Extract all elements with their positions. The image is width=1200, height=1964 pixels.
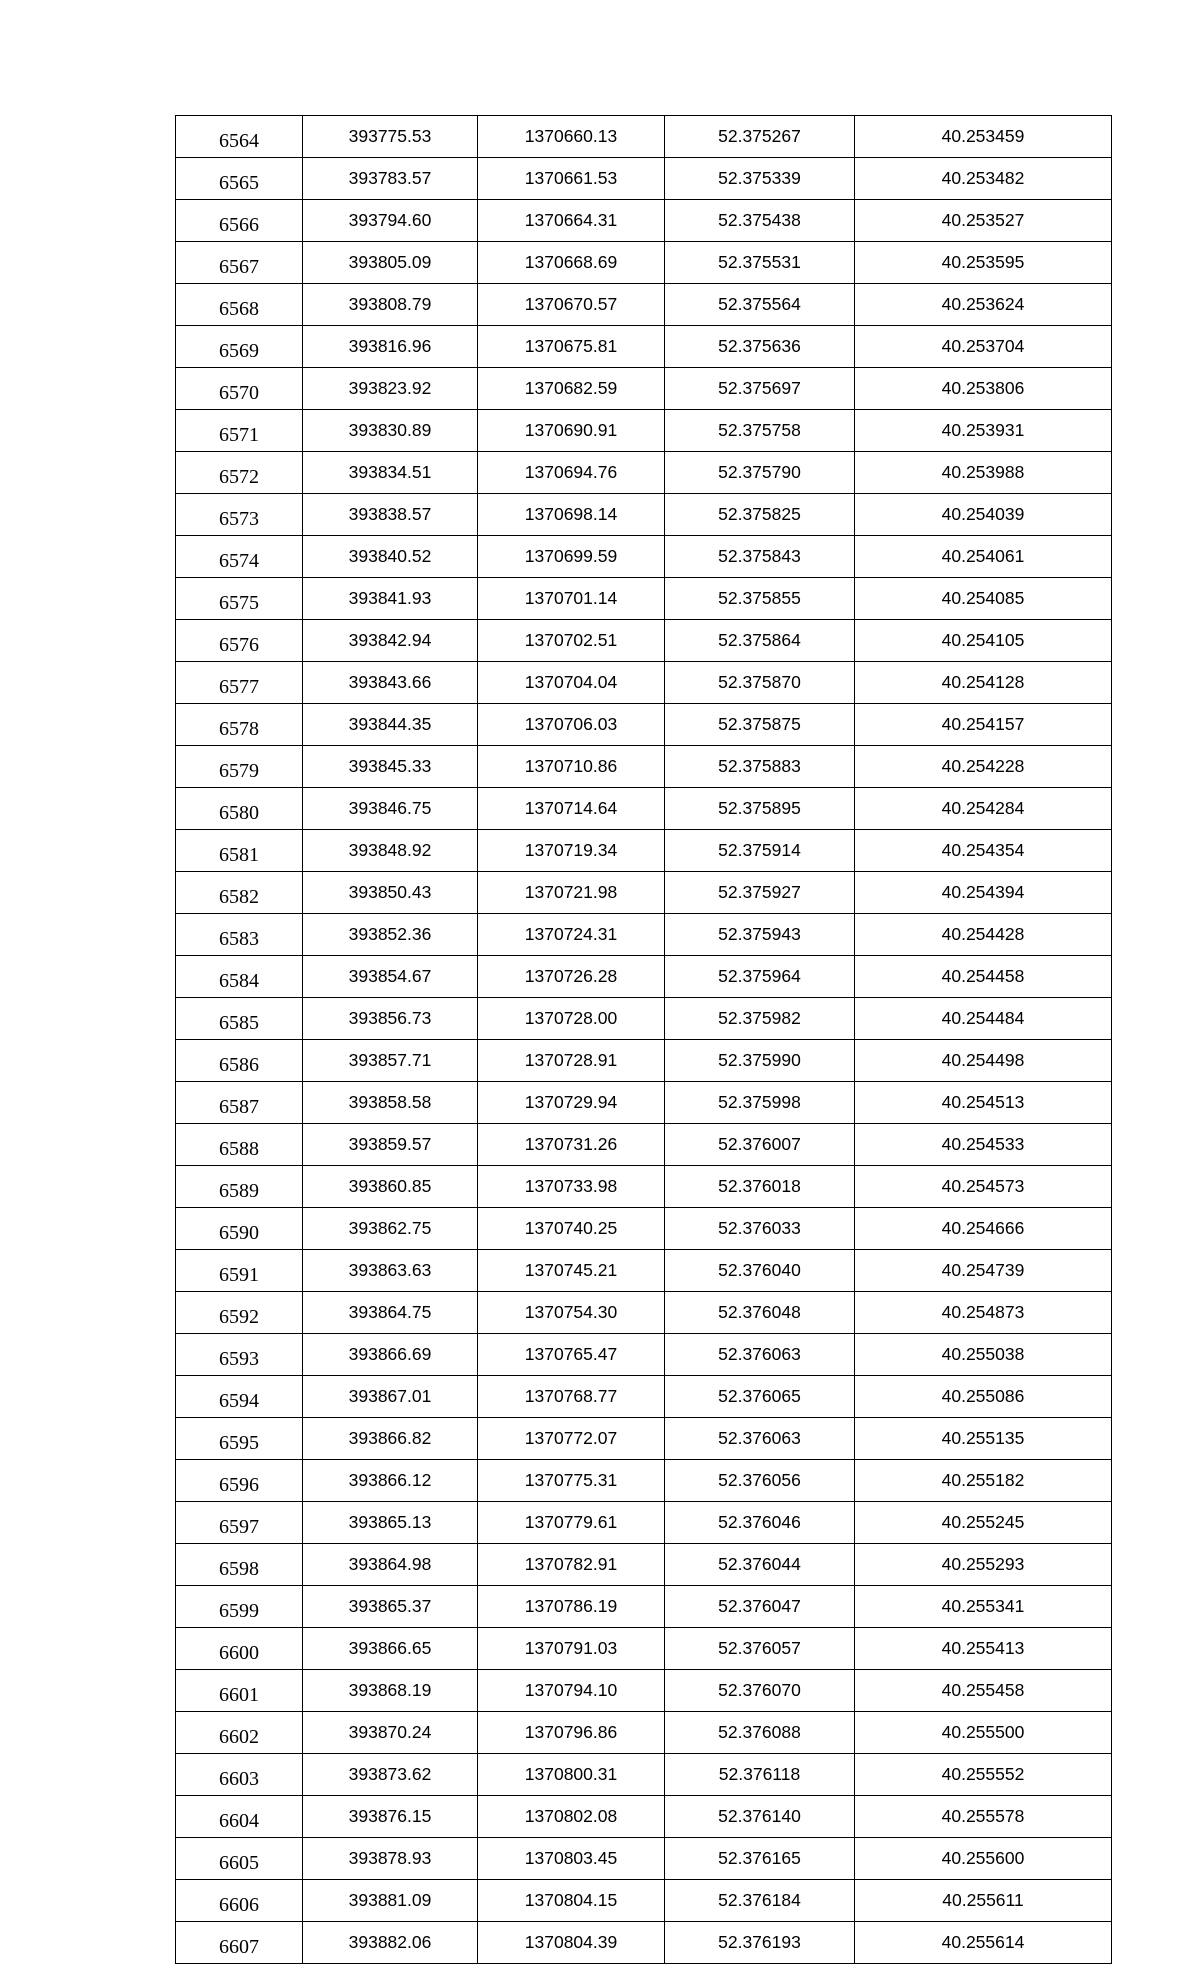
latitude-cell: 52.375998 bbox=[665, 1082, 855, 1124]
longitude-cell: 40.255614 bbox=[855, 1922, 1112, 1964]
longitude-cell: 40.253624 bbox=[855, 284, 1112, 326]
longitude-cell: 40.255038 bbox=[855, 1334, 1112, 1376]
y-coordinate-cell: 1370740.25 bbox=[478, 1208, 665, 1250]
y-coordinate-cell: 1370675.81 bbox=[478, 326, 665, 368]
longitude-cell: 40.253459 bbox=[855, 116, 1112, 158]
x-coordinate-cell: 393857.71 bbox=[303, 1040, 478, 1082]
x-coordinate-cell: 393823.92 bbox=[303, 368, 478, 410]
latitude-cell: 52.375927 bbox=[665, 872, 855, 914]
longitude-cell: 40.254128 bbox=[855, 662, 1112, 704]
table-row bbox=[176, 158, 1112, 200]
longitude-cell: 40.253988 bbox=[855, 452, 1112, 494]
point-number-cell: 6602 bbox=[176, 1712, 303, 1754]
point-number-cell: 6573 bbox=[176, 494, 303, 536]
x-coordinate-cell: 393862.75 bbox=[303, 1208, 478, 1250]
latitude-cell: 52.375843 bbox=[665, 536, 855, 578]
y-coordinate-cell: 1370772.07 bbox=[478, 1418, 665, 1460]
point-number-cell: 6579 bbox=[176, 746, 303, 788]
latitude-cell: 52.376048 bbox=[665, 1292, 855, 1334]
table-row bbox=[176, 746, 1112, 788]
y-coordinate-cell: 1370699.59 bbox=[478, 536, 665, 578]
table-row bbox=[176, 1418, 1112, 1460]
x-coordinate-cell: 393830.89 bbox=[303, 410, 478, 452]
table-row bbox=[176, 1586, 1112, 1628]
latitude-cell: 52.376184 bbox=[665, 1880, 855, 1922]
table-row bbox=[176, 914, 1112, 956]
latitude-cell: 52.376065 bbox=[665, 1376, 855, 1418]
latitude-cell: 52.376063 bbox=[665, 1418, 855, 1460]
longitude-cell: 40.253527 bbox=[855, 200, 1112, 242]
table-row bbox=[176, 1712, 1112, 1754]
longitude-cell: 40.254533 bbox=[855, 1124, 1112, 1166]
point-number-cell: 6594 bbox=[176, 1376, 303, 1418]
longitude-cell: 40.253931 bbox=[855, 410, 1112, 452]
x-coordinate-cell: 393816.96 bbox=[303, 326, 478, 368]
latitude-cell: 52.375883 bbox=[665, 746, 855, 788]
longitude-cell: 40.255500 bbox=[855, 1712, 1112, 1754]
latitude-cell: 52.376056 bbox=[665, 1460, 855, 1502]
latitude-cell: 52.376007 bbox=[665, 1124, 855, 1166]
longitude-cell: 40.254157 bbox=[855, 704, 1112, 746]
x-coordinate-cell: 393878.93 bbox=[303, 1838, 478, 1880]
x-coordinate-cell: 393840.52 bbox=[303, 536, 478, 578]
point-number-cell: 6581 bbox=[176, 830, 303, 872]
latitude-cell: 52.375964 bbox=[665, 956, 855, 998]
x-coordinate-cell: 393859.57 bbox=[303, 1124, 478, 1166]
point-number-cell: 6589 bbox=[176, 1166, 303, 1208]
y-coordinate-cell: 1370668.69 bbox=[478, 242, 665, 284]
table-row bbox=[176, 872, 1112, 914]
point-number-cell: 6585 bbox=[176, 998, 303, 1040]
point-number-cell: 6566 bbox=[176, 200, 303, 242]
coordinates-table bbox=[175, 115, 1112, 1964]
table-row bbox=[176, 410, 1112, 452]
point-number-cell: 6593 bbox=[176, 1334, 303, 1376]
point-number-cell: 6595 bbox=[176, 1418, 303, 1460]
x-coordinate-cell: 393846.75 bbox=[303, 788, 478, 830]
longitude-cell: 40.254666 bbox=[855, 1208, 1112, 1250]
longitude-cell: 40.254354 bbox=[855, 830, 1112, 872]
longitude-cell: 40.255578 bbox=[855, 1796, 1112, 1838]
y-coordinate-cell: 1370728.91 bbox=[478, 1040, 665, 1082]
y-coordinate-cell: 1370728.00 bbox=[478, 998, 665, 1040]
y-coordinate-cell: 1370779.61 bbox=[478, 1502, 665, 1544]
table-row bbox=[176, 1670, 1112, 1712]
table-row bbox=[176, 284, 1112, 326]
longitude-cell: 40.255086 bbox=[855, 1376, 1112, 1418]
latitude-cell: 52.376118 bbox=[665, 1754, 855, 1796]
table-row bbox=[176, 662, 1112, 704]
table-row bbox=[176, 200, 1112, 242]
point-number-cell: 6604 bbox=[176, 1796, 303, 1838]
table-row bbox=[176, 1334, 1112, 1376]
y-coordinate-cell: 1370802.08 bbox=[478, 1796, 665, 1838]
latitude-cell: 52.376070 bbox=[665, 1670, 855, 1712]
latitude-cell: 52.375339 bbox=[665, 158, 855, 200]
table-row bbox=[176, 494, 1112, 536]
latitude-cell: 52.376040 bbox=[665, 1250, 855, 1292]
point-number-cell: 6598 bbox=[176, 1544, 303, 1586]
longitude-cell: 40.254873 bbox=[855, 1292, 1112, 1334]
table-row bbox=[176, 830, 1112, 872]
table-row bbox=[176, 704, 1112, 746]
y-coordinate-cell: 1370660.13 bbox=[478, 116, 665, 158]
y-coordinate-cell: 1370782.91 bbox=[478, 1544, 665, 1586]
y-coordinate-cell: 1370745.21 bbox=[478, 1250, 665, 1292]
x-coordinate-cell: 393864.75 bbox=[303, 1292, 478, 1334]
y-coordinate-cell: 1370729.94 bbox=[478, 1082, 665, 1124]
latitude-cell: 52.375758 bbox=[665, 410, 855, 452]
x-coordinate-cell: 393854.67 bbox=[303, 956, 478, 998]
latitude-cell: 52.375855 bbox=[665, 578, 855, 620]
point-number-cell: 6600 bbox=[176, 1628, 303, 1670]
y-coordinate-cell: 1370670.57 bbox=[478, 284, 665, 326]
y-coordinate-cell: 1370765.47 bbox=[478, 1334, 665, 1376]
latitude-cell: 52.375943 bbox=[665, 914, 855, 956]
latitude-cell: 52.375790 bbox=[665, 452, 855, 494]
y-coordinate-cell: 1370706.03 bbox=[478, 704, 665, 746]
longitude-cell: 40.254458 bbox=[855, 956, 1112, 998]
y-coordinate-cell: 1370768.77 bbox=[478, 1376, 665, 1418]
x-coordinate-cell: 393850.43 bbox=[303, 872, 478, 914]
longitude-cell: 40.255458 bbox=[855, 1670, 1112, 1712]
longitude-cell: 40.254228 bbox=[855, 746, 1112, 788]
table-row bbox=[176, 1754, 1112, 1796]
y-coordinate-cell: 1370724.31 bbox=[478, 914, 665, 956]
coordinates-table-body bbox=[176, 116, 1112, 1964]
point-number-cell: 6565 bbox=[176, 158, 303, 200]
table-row bbox=[176, 1838, 1112, 1880]
table-row bbox=[176, 1880, 1112, 1922]
latitude-cell: 52.376047 bbox=[665, 1586, 855, 1628]
x-coordinate-cell: 393860.85 bbox=[303, 1166, 478, 1208]
x-coordinate-cell: 393863.63 bbox=[303, 1250, 478, 1292]
x-coordinate-cell: 393838.57 bbox=[303, 494, 478, 536]
x-coordinate-cell: 393870.24 bbox=[303, 1712, 478, 1754]
point-number-cell: 6583 bbox=[176, 914, 303, 956]
y-coordinate-cell: 1370701.14 bbox=[478, 578, 665, 620]
x-coordinate-cell: 393873.62 bbox=[303, 1754, 478, 1796]
x-coordinate-cell: 393866.65 bbox=[303, 1628, 478, 1670]
table-row bbox=[176, 1292, 1112, 1334]
point-number-cell: 6603 bbox=[176, 1754, 303, 1796]
table-row bbox=[176, 1250, 1112, 1292]
x-coordinate-cell: 393866.12 bbox=[303, 1460, 478, 1502]
longitude-cell: 40.254739 bbox=[855, 1250, 1112, 1292]
point-number-cell: 6599 bbox=[176, 1586, 303, 1628]
latitude-cell: 52.376046 bbox=[665, 1502, 855, 1544]
point-number-cell: 6578 bbox=[176, 704, 303, 746]
point-number-cell: 6607 bbox=[176, 1922, 303, 1964]
latitude-cell: 52.375982 bbox=[665, 998, 855, 1040]
x-coordinate-cell: 393805.09 bbox=[303, 242, 478, 284]
x-coordinate-cell: 393842.94 bbox=[303, 620, 478, 662]
table-row bbox=[176, 998, 1112, 1040]
table-row bbox=[176, 242, 1112, 284]
y-coordinate-cell: 1370698.14 bbox=[478, 494, 665, 536]
point-number-cell: 6596 bbox=[176, 1460, 303, 1502]
y-coordinate-cell: 1370690.91 bbox=[478, 410, 665, 452]
x-coordinate-cell: 393876.15 bbox=[303, 1796, 478, 1838]
table-row bbox=[176, 620, 1112, 662]
longitude-cell: 40.253482 bbox=[855, 158, 1112, 200]
x-coordinate-cell: 393864.98 bbox=[303, 1544, 478, 1586]
table-row bbox=[176, 578, 1112, 620]
table-row bbox=[176, 1628, 1112, 1670]
x-coordinate-cell: 393858.58 bbox=[303, 1082, 478, 1124]
longitude-cell: 40.254085 bbox=[855, 578, 1112, 620]
x-coordinate-cell: 393866.69 bbox=[303, 1334, 478, 1376]
y-coordinate-cell: 1370775.31 bbox=[478, 1460, 665, 1502]
y-coordinate-cell: 1370726.28 bbox=[478, 956, 665, 998]
y-coordinate-cell: 1370661.53 bbox=[478, 158, 665, 200]
y-coordinate-cell: 1370694.76 bbox=[478, 452, 665, 494]
y-coordinate-cell: 1370794.10 bbox=[478, 1670, 665, 1712]
x-coordinate-cell: 393808.79 bbox=[303, 284, 478, 326]
latitude-cell: 52.375914 bbox=[665, 830, 855, 872]
x-coordinate-cell: 393865.13 bbox=[303, 1502, 478, 1544]
y-coordinate-cell: 1370721.98 bbox=[478, 872, 665, 914]
point-number-cell: 6576 bbox=[176, 620, 303, 662]
point-number-cell: 6597 bbox=[176, 1502, 303, 1544]
latitude-cell: 52.376057 bbox=[665, 1628, 855, 1670]
point-number-cell: 6567 bbox=[176, 242, 303, 284]
latitude-cell: 52.376088 bbox=[665, 1712, 855, 1754]
x-coordinate-cell: 393848.92 bbox=[303, 830, 478, 872]
y-coordinate-cell: 1370702.51 bbox=[478, 620, 665, 662]
table-row bbox=[176, 1124, 1112, 1166]
latitude-cell: 52.375267 bbox=[665, 116, 855, 158]
point-number-cell: 6577 bbox=[176, 662, 303, 704]
latitude-cell: 52.376140 bbox=[665, 1796, 855, 1838]
x-coordinate-cell: 393783.57 bbox=[303, 158, 478, 200]
latitude-cell: 52.375564 bbox=[665, 284, 855, 326]
table-row bbox=[176, 536, 1112, 578]
longitude-cell: 40.254284 bbox=[855, 788, 1112, 830]
longitude-cell: 40.255552 bbox=[855, 1754, 1112, 1796]
y-coordinate-cell: 1370682.59 bbox=[478, 368, 665, 410]
y-coordinate-cell: 1370664.31 bbox=[478, 200, 665, 242]
table-row bbox=[176, 1796, 1112, 1838]
point-number-cell: 6588 bbox=[176, 1124, 303, 1166]
point-number-cell: 6572 bbox=[176, 452, 303, 494]
x-coordinate-cell: 393834.51 bbox=[303, 452, 478, 494]
y-coordinate-cell: 1370714.64 bbox=[478, 788, 665, 830]
x-coordinate-cell: 393852.36 bbox=[303, 914, 478, 956]
x-coordinate-cell: 393775.53 bbox=[303, 116, 478, 158]
y-coordinate-cell: 1370804.15 bbox=[478, 1880, 665, 1922]
point-number-cell: 6575 bbox=[176, 578, 303, 620]
latitude-cell: 52.376044 bbox=[665, 1544, 855, 1586]
latitude-cell: 52.376018 bbox=[665, 1166, 855, 1208]
latitude-cell: 52.375990 bbox=[665, 1040, 855, 1082]
y-coordinate-cell: 1370804.39 bbox=[478, 1922, 665, 1964]
latitude-cell: 52.375636 bbox=[665, 326, 855, 368]
x-coordinate-cell: 393868.19 bbox=[303, 1670, 478, 1712]
point-number-cell: 6568 bbox=[176, 284, 303, 326]
x-coordinate-cell: 393856.73 bbox=[303, 998, 478, 1040]
latitude-cell: 52.376063 bbox=[665, 1334, 855, 1376]
latitude-cell: 52.375531 bbox=[665, 242, 855, 284]
y-coordinate-cell: 1370800.31 bbox=[478, 1754, 665, 1796]
x-coordinate-cell: 393794.60 bbox=[303, 200, 478, 242]
y-coordinate-cell: 1370719.34 bbox=[478, 830, 665, 872]
longitude-cell: 40.253806 bbox=[855, 368, 1112, 410]
table-row bbox=[176, 326, 1112, 368]
point-number-cell: 6590 bbox=[176, 1208, 303, 1250]
point-number-cell: 6601 bbox=[176, 1670, 303, 1712]
latitude-cell: 52.376033 bbox=[665, 1208, 855, 1250]
y-coordinate-cell: 1370733.98 bbox=[478, 1166, 665, 1208]
x-coordinate-cell: 393843.66 bbox=[303, 662, 478, 704]
y-coordinate-cell: 1370791.03 bbox=[478, 1628, 665, 1670]
point-number-cell: 6571 bbox=[176, 410, 303, 452]
point-number-cell: 6574 bbox=[176, 536, 303, 578]
longitude-cell: 40.254484 bbox=[855, 998, 1112, 1040]
longitude-cell: 40.255600 bbox=[855, 1838, 1112, 1880]
point-number-cell: 6587 bbox=[176, 1082, 303, 1124]
y-coordinate-cell: 1370704.04 bbox=[478, 662, 665, 704]
latitude-cell: 52.375438 bbox=[665, 200, 855, 242]
table-row bbox=[176, 1040, 1112, 1082]
longitude-cell: 40.254039 bbox=[855, 494, 1112, 536]
latitude-cell: 52.375864 bbox=[665, 620, 855, 662]
longitude-cell: 40.255293 bbox=[855, 1544, 1112, 1586]
longitude-cell: 40.254061 bbox=[855, 536, 1112, 578]
x-coordinate-cell: 393866.82 bbox=[303, 1418, 478, 1460]
table-row bbox=[176, 1376, 1112, 1418]
table-row bbox=[176, 1460, 1112, 1502]
y-coordinate-cell: 1370796.86 bbox=[478, 1712, 665, 1754]
y-coordinate-cell: 1370731.26 bbox=[478, 1124, 665, 1166]
point-number-cell: 6580 bbox=[176, 788, 303, 830]
longitude-cell: 40.255182 bbox=[855, 1460, 1112, 1502]
x-coordinate-cell: 393882.06 bbox=[303, 1922, 478, 1964]
y-coordinate-cell: 1370710.86 bbox=[478, 746, 665, 788]
table-row bbox=[176, 1544, 1112, 1586]
x-coordinate-cell: 393841.93 bbox=[303, 578, 478, 620]
point-number-cell: 6570 bbox=[176, 368, 303, 410]
longitude-cell: 40.255611 bbox=[855, 1880, 1112, 1922]
point-number-cell: 6591 bbox=[176, 1250, 303, 1292]
point-number-cell: 6605 bbox=[176, 1838, 303, 1880]
x-coordinate-cell: 393867.01 bbox=[303, 1376, 478, 1418]
y-coordinate-cell: 1370786.19 bbox=[478, 1586, 665, 1628]
latitude-cell: 52.376165 bbox=[665, 1838, 855, 1880]
point-number-cell: 6584 bbox=[176, 956, 303, 998]
table-row bbox=[176, 368, 1112, 410]
point-number-cell: 6569 bbox=[176, 326, 303, 368]
table-row bbox=[176, 1502, 1112, 1544]
longitude-cell: 40.254394 bbox=[855, 872, 1112, 914]
table-row bbox=[176, 116, 1112, 158]
longitude-cell: 40.254428 bbox=[855, 914, 1112, 956]
point-number-cell: 6564 bbox=[176, 116, 303, 158]
table-row bbox=[176, 1922, 1112, 1964]
table-row bbox=[176, 1166, 1112, 1208]
longitude-cell: 40.255341 bbox=[855, 1586, 1112, 1628]
x-coordinate-cell: 393881.09 bbox=[303, 1880, 478, 1922]
longitude-cell: 40.253595 bbox=[855, 242, 1112, 284]
point-number-cell: 6582 bbox=[176, 872, 303, 914]
latitude-cell: 52.375870 bbox=[665, 662, 855, 704]
point-number-cell: 6592 bbox=[176, 1292, 303, 1334]
longitude-cell: 40.255135 bbox=[855, 1418, 1112, 1460]
latitude-cell: 52.375825 bbox=[665, 494, 855, 536]
longitude-cell: 40.254573 bbox=[855, 1166, 1112, 1208]
latitude-cell: 52.375697 bbox=[665, 368, 855, 410]
table-row bbox=[176, 956, 1112, 998]
table-row bbox=[176, 788, 1112, 830]
x-coordinate-cell: 393865.37 bbox=[303, 1586, 478, 1628]
point-number-cell: 6606 bbox=[176, 1880, 303, 1922]
x-coordinate-cell: 393844.35 bbox=[303, 704, 478, 746]
y-coordinate-cell: 1370754.30 bbox=[478, 1292, 665, 1334]
x-coordinate-cell: 393845.33 bbox=[303, 746, 478, 788]
longitude-cell: 40.253704 bbox=[855, 326, 1112, 368]
latitude-cell: 52.375895 bbox=[665, 788, 855, 830]
longitude-cell: 40.255413 bbox=[855, 1628, 1112, 1670]
table-row bbox=[176, 1082, 1112, 1124]
table-row bbox=[176, 1208, 1112, 1250]
longitude-cell: 40.255245 bbox=[855, 1502, 1112, 1544]
latitude-cell: 52.376193 bbox=[665, 1922, 855, 1964]
longitude-cell: 40.254105 bbox=[855, 620, 1112, 662]
table-row bbox=[176, 452, 1112, 494]
latitude-cell: 52.375875 bbox=[665, 704, 855, 746]
longitude-cell: 40.254498 bbox=[855, 1040, 1112, 1082]
y-coordinate-cell: 1370803.45 bbox=[478, 1838, 665, 1880]
longitude-cell: 40.254513 bbox=[855, 1082, 1112, 1124]
point-number-cell: 6586 bbox=[176, 1040, 303, 1082]
